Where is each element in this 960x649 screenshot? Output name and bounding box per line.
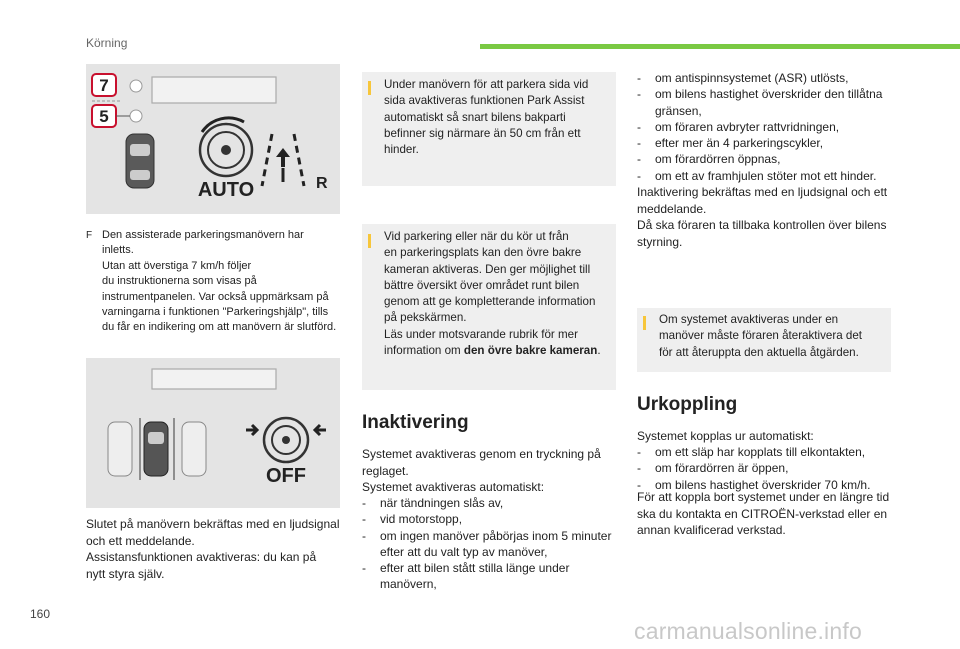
info-marker xyxy=(368,81,371,95)
list-item: - om ingen manöver påbörjas inom 5 minuter efter att du valt typ av manöver, xyxy=(362,528,622,561)
info-box-side-parking xyxy=(362,72,616,186)
off-label: OFF xyxy=(266,465,306,487)
manoeuvre-end-text: Slutet på manövern bekräftas med en ljudsignal och ett meddelande. Assistansfunktionen avaktiveras: du kan på nytt styra själv. xyxy=(86,517,340,581)
deactivation-list xyxy=(362,495,622,593)
info-marker xyxy=(643,316,646,330)
section-label: Körning xyxy=(86,36,128,50)
instruction-note xyxy=(86,228,344,336)
list-item: - vid motorstopp, xyxy=(362,511,622,527)
section-accent-bar xyxy=(480,44,960,49)
heading-urkoppling: Urkoppling xyxy=(637,394,738,415)
info-marker xyxy=(368,234,371,248)
figure-park-assist-auto xyxy=(86,64,340,214)
park-assist-illustration xyxy=(86,64,340,214)
info-box-rear-camera-text xyxy=(384,229,614,359)
list-item: - om ett av framhjulen stöter mot ett hinder. xyxy=(637,168,895,184)
rear-camera-link-text: den övre bakre kameran xyxy=(463,344,598,358)
list-item: - om antispinnsystemet (ASR) utlösts, xyxy=(637,70,895,86)
badge-5: 5 xyxy=(99,107,109,126)
page-number: 160 xyxy=(30,607,51,621)
rear-camera-text: Vid parkering eller när du kör ut från en parkeringsplats kan den övre bakre kameran aktiveras. Den ger möjlighet till bättre översikt över området runt bilen genom att ge kompletterande information på pekskärmen. Läs under motsvarande rubrik för mer information om xyxy=(384,230,596,358)
list-item: - när tändningen slås av, xyxy=(362,495,622,511)
list-item: - om föraren avbryter rattvridningen, xyxy=(637,119,895,135)
info-box-reactivate-text: Om systemet avaktiveras under en manöver måste föraren återaktivera det för att återuppta den aktuella åtgärden. xyxy=(659,313,862,359)
badge-7: 7 xyxy=(99,76,109,95)
reverse-label: R xyxy=(316,175,328,192)
disconnect-closing: För att koppla bort systemet under en längre tid ska du kontakta en CITROËN-verkstad eller en annan kvalificerad verkstad. xyxy=(637,490,890,537)
list-item: - efter mer än 4 parkeringscykler, xyxy=(637,135,895,151)
list-item: - om förardörren öppnas, xyxy=(637,151,895,167)
info-box-side-parking-text: Under manövern för att parkera sida vid sida avaktiveras funktionen Park Assist automatiskt så snart bilens bakparti befinner sig närmare än 50 cm från ett hinder. xyxy=(384,78,589,157)
list-item: - efter att bilen stått stilla länge under manövern, xyxy=(362,560,622,593)
park-assist-off-illustration xyxy=(86,358,340,508)
list-item: - om bilens hastighet överskrider den tillåtna gränsen, xyxy=(637,86,895,119)
deactivation-confirmation: Inaktivering bekräftas med en ljudsignal och ett meddelande. Då ska föraren ta tillbaka kontrollen över bilens styrning. xyxy=(637,185,888,249)
list-item: - om förardörren är öppen, xyxy=(637,460,897,476)
disconnect-intro: Systemet kopplas ur automatiskt: xyxy=(637,429,814,443)
deactivation-intro: Systemet avaktiveras genom en tryckning på reglaget. Systemet avaktiveras automatiskt: xyxy=(362,447,601,494)
rear-camera-text-end: . xyxy=(597,344,601,358)
deactivation-list-continued xyxy=(637,70,895,184)
figure-park-assist-off xyxy=(86,358,340,508)
note-bullet: F xyxy=(86,230,93,241)
list-item: - om bilens hastighet överskrider 70 km/h. xyxy=(637,477,897,493)
note-text: Den assisterade parkeringsmanövern har inletts. Utan att överstiga 7 km/h följer du instruktionerna som visas på instrumentpanelen. Var också uppmärksam på varningarna i funktionen "Parkeringshjälp", tills du får en indikering om att manövern är slutförd. xyxy=(102,229,337,334)
disconnect-list xyxy=(637,444,897,493)
heading-inaktivering: Inaktivering xyxy=(362,412,469,433)
list-item: - om ett släp har kopplats till elkontakten, xyxy=(637,444,897,460)
info-box-rear-camera xyxy=(362,224,616,390)
watermark: carmanualsonline.info xyxy=(634,618,862,644)
auto-label: AUTO xyxy=(197,179,255,201)
info-box-reactivate xyxy=(637,308,891,372)
